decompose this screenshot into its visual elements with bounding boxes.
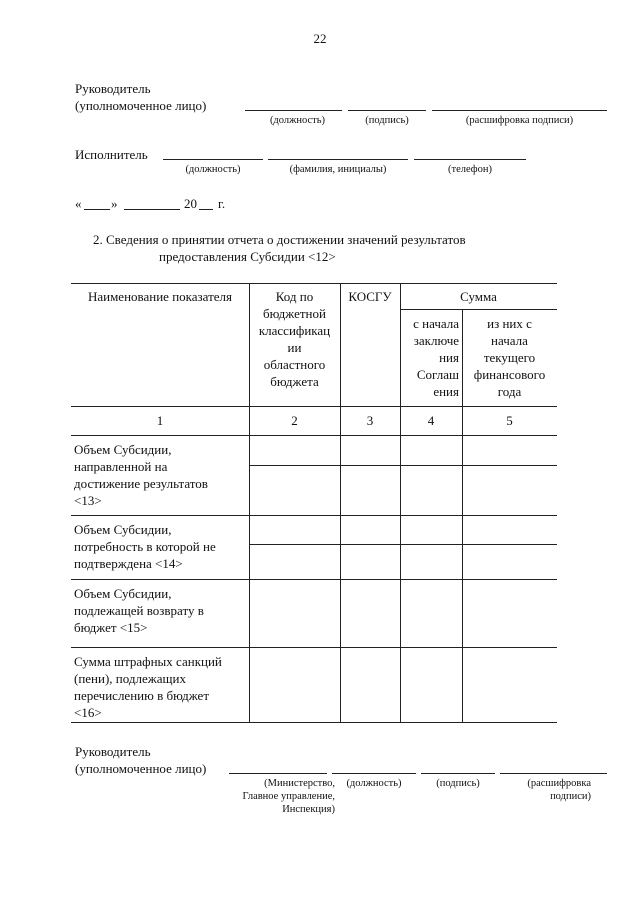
header-budget-code-l5: областного — [263, 357, 326, 372]
header-since-start-l3: ния — [439, 350, 459, 365]
sign1-role-line1: Руководитель — [75, 81, 151, 96]
row4-label-l4: <16> — [74, 705, 102, 720]
row3-bottom-line — [71, 647, 557, 648]
row1-split-line — [249, 465, 557, 466]
date-year-line — [199, 209, 213, 210]
date-month-line — [124, 209, 180, 210]
row2-bottom-line — [71, 579, 557, 580]
row1-label-l3: достижение результатов — [74, 476, 208, 491]
date-open-quote: « — [75, 196, 82, 211]
row3-label-l3: бюджет <15> — [74, 620, 148, 635]
row2-split-line — [249, 544, 557, 545]
row-label-penalties — [74, 653, 248, 721]
header-since-start-l1: с начала — [413, 316, 459, 331]
row-label-subsidy-return — [74, 585, 248, 636]
col-number-4: 4 — [427, 413, 435, 428]
row-label-subsidy-directed — [74, 441, 248, 509]
sign2-ministry-caption-l2: Главное управление, — [242, 791, 335, 802]
row1-label-l2: направленной на — [74, 459, 168, 474]
header-budget-code — [249, 288, 340, 390]
col-number-3: 3 — [366, 413, 374, 428]
header-sum: Сумма — [460, 289, 497, 304]
executor-position-caption: (должность) — [185, 164, 241, 175]
sign1-decoding-caption: (расшифровка подписи) — [465, 115, 574, 126]
table-border-bottom — [71, 722, 557, 723]
header-bottom-line — [71, 406, 557, 407]
header-current-year — [462, 315, 557, 400]
header-budget-code-l6: бюджета — [270, 374, 319, 389]
sign1-decoding-line — [432, 110, 607, 111]
row4-label-l1: Сумма штрафных санкций — [74, 654, 222, 669]
date-year-suffix: г. — [218, 196, 226, 211]
row3-label-l1: Объем Субсидии, — [74, 586, 172, 601]
date-close-quote: » — [111, 196, 118, 211]
date-year-prefix: 20 — [184, 196, 197, 211]
header-budget-code-l2: бюджетной — [263, 306, 326, 321]
header-kosgu: КОСГУ — [348, 289, 392, 304]
sign2-decoding-caption — [498, 777, 591, 803]
sign2-ministry-caption-l3: Инспекция) — [282, 804, 335, 815]
section-title-line1: 2. Сведения о принятии отчета о достижении значений результатов — [93, 232, 466, 247]
header-since-start-l2: заключе — [413, 333, 459, 348]
sign1-signature-line — [348, 110, 426, 111]
sign2-ministry-caption-l1: (Министерство, — [264, 778, 335, 789]
row4-label-l2: (пени), подлежащих — [74, 671, 186, 686]
colnum-bottom-line — [71, 435, 557, 436]
sign2-role-line1: Руководитель — [75, 744, 151, 759]
col-number-1: 1 — [156, 413, 164, 428]
col-number-5: 5 — [506, 413, 513, 428]
results-table — [71, 283, 557, 723]
sign2-signature-caption: (подпись) — [436, 778, 480, 789]
executor-role: Исполнитель — [75, 147, 148, 162]
sign1-role-line2: (уполномоченное лицо) — [75, 98, 207, 113]
row1-label-l4: <13> — [74, 493, 102, 508]
sign2-ministry-caption — [215, 777, 335, 816]
header-current-year-l1: из них с — [487, 316, 532, 331]
executor-phone-line — [414, 159, 526, 160]
sum-subheader-line — [400, 309, 557, 310]
header-current-year-l3: текущего — [483, 350, 536, 365]
page-number: 22 — [313, 31, 327, 46]
sign2-role-line2: (уполномоченное лицо) — [75, 761, 207, 776]
sign2-decoding-caption-l1: (расшифровка — [527, 778, 591, 789]
header-since-start — [400, 315, 459, 400]
col-line-3 — [340, 283, 341, 723]
sign1-position-line — [245, 110, 342, 111]
header-since-start-l5: ения — [433, 384, 459, 399]
sign2-signature-line — [421, 773, 495, 774]
col-number-2: 2 — [291, 413, 298, 428]
date-day-line — [84, 209, 110, 210]
sign2-ministry-line — [229, 773, 327, 774]
header-budget-code-l4: ии — [287, 340, 302, 355]
sign2-position-caption: (должность) — [346, 778, 402, 789]
sign2-position-line — [332, 773, 416, 774]
header-current-year-l2: начала — [491, 333, 528, 348]
sign2-decoding-caption-l2: подписи) — [550, 791, 591, 802]
sign1-signature-caption: (подпись) — [365, 115, 409, 126]
row1-label-l1: Объем Субсидии, — [74, 442, 172, 457]
row3-label-l2: подлежащей возврату в — [74, 603, 204, 618]
sign1-position-caption: (должность) — [269, 115, 326, 126]
sign2-decoding-line — [500, 773, 607, 774]
executor-phone-caption: (телефон) — [448, 164, 492, 175]
header-budget-code-l3: классификац — [258, 323, 331, 338]
row-label-subsidy-unconfirmed — [74, 521, 248, 572]
table-border-top — [71, 283, 557, 284]
row2-label-l2: потребность в которой не — [74, 539, 216, 554]
row2-label-l3: подтверждена <14> — [74, 556, 183, 571]
header-indicator: Наименование показателя — [87, 289, 233, 304]
executor-position-line — [163, 159, 263, 160]
row2-label-l1: Объем Субсидии, — [74, 522, 172, 537]
row1-bottom-line — [71, 515, 557, 516]
header-budget-code-l1: Код по — [275, 289, 314, 304]
header-current-year-l4: финансового — [473, 367, 546, 382]
executor-name-caption: (фамилия, инициалы) — [289, 164, 387, 175]
row4-label-l3: перечислению в бюджет — [74, 688, 210, 703]
section-title-line2: предоставления Субсидии <12> — [159, 249, 336, 264]
header-since-start-l4: Соглаш — [416, 367, 459, 382]
header-current-year-l5: года — [497, 384, 522, 399]
executor-name-line — [268, 159, 408, 160]
